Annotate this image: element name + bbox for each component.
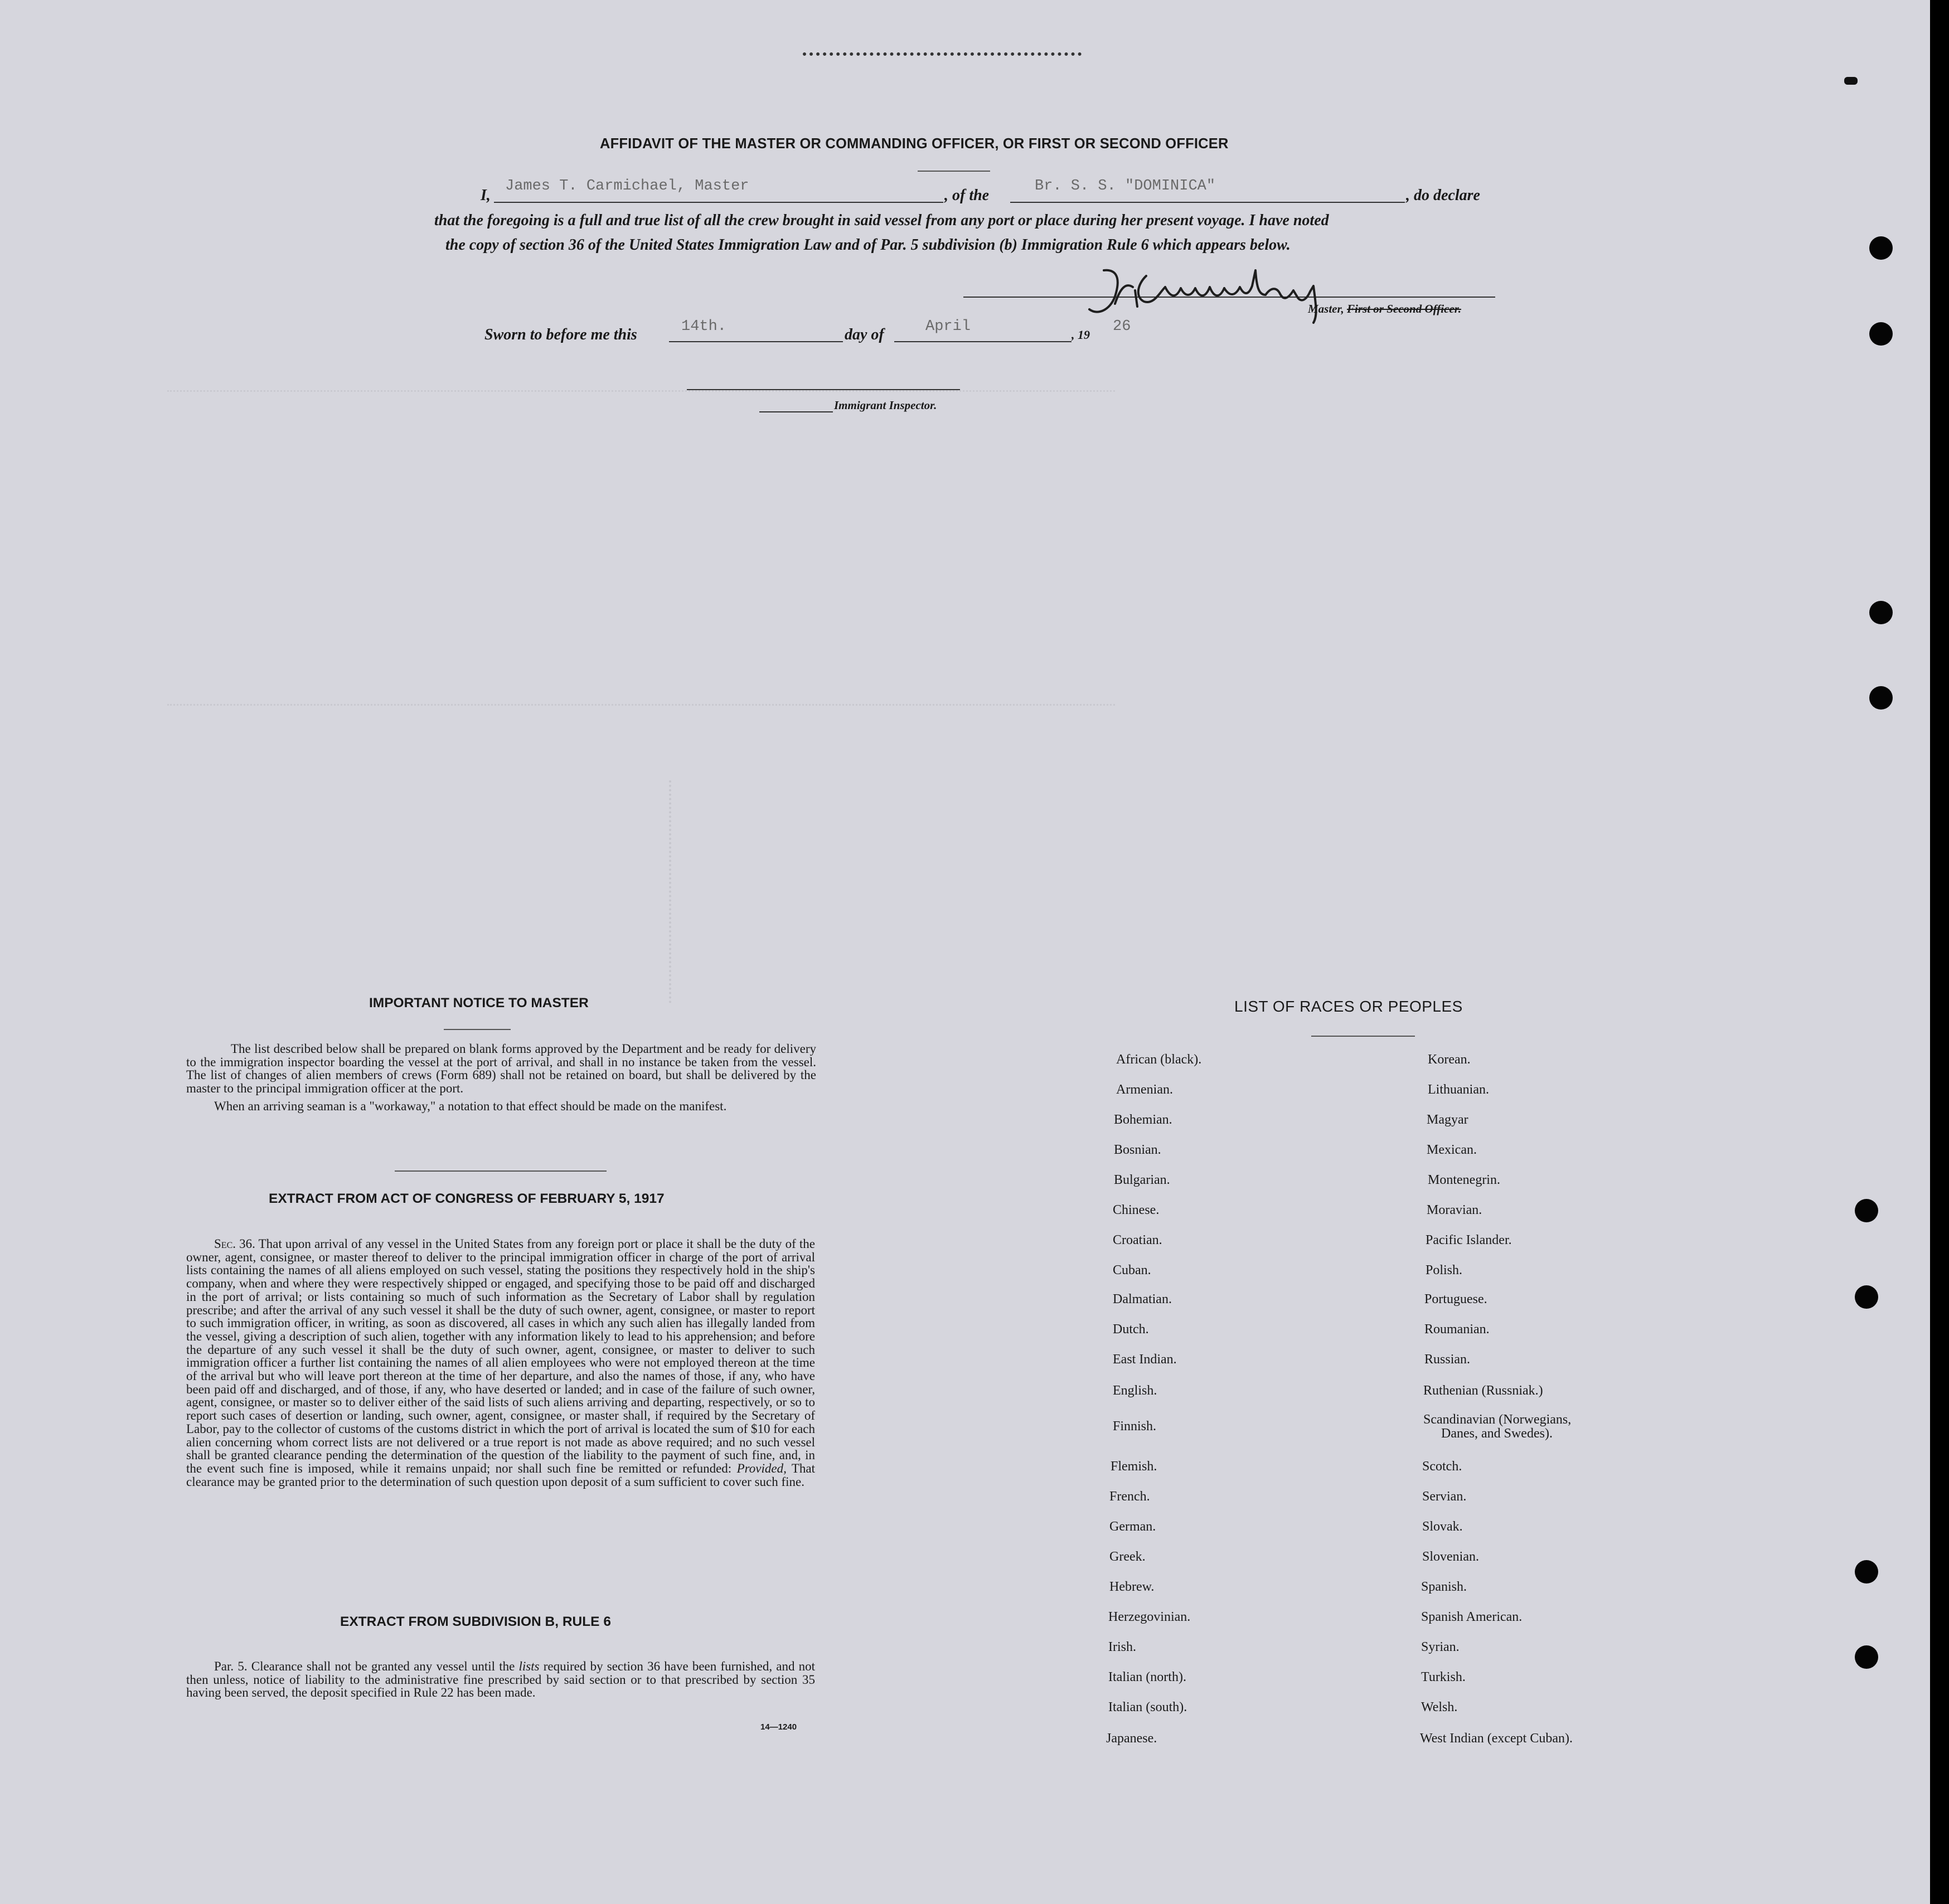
extract-rule-title: EXTRACT FROM SUBDIVISION B, RULE 6	[340, 1614, 611, 1629]
race-item: Italian (north).	[1108, 1670, 1186, 1684]
race-item: Syrian.	[1421, 1640, 1460, 1654]
race-item: Russian.	[1424, 1352, 1471, 1367]
year-value: 26	[1113, 318, 1131, 335]
declaration-line-2: that the foregoing is a full and true list of all the crew brought in said vessel from any port or place during her present voyage. I have noted	[434, 212, 1329, 229]
race-item: Japanese.	[1106, 1731, 1157, 1746]
race-item: German.	[1109, 1519, 1156, 1534]
top-edge-mark	[1844, 77, 1858, 85]
sworn-month-field[interactable]	[894, 324, 1072, 342]
declaration-line-3: the copy of section 36 of the United States Immigration Law and of Par. 5 subdivision (b) Immigration Rule 6 which appears below.	[445, 236, 1291, 254]
bleed-through-marks	[167, 390, 1115, 706]
race-item: Irish.	[1108, 1640, 1136, 1654]
notice-paragraph-1: The list described below shall be prepared on blank forms approved by the Department and be ready for delivery to the immigration inspector boarding the vessel at the port of arrival, and shall in no instance be taken from the vessel. The list of changes of alien members of crews (Form 689) shall not be retained on board, but shall be delivered by the master to the principal immigration officer at the port.	[186, 1042, 816, 1096]
race-item: Hebrew.	[1109, 1580, 1155, 1594]
race-item: Lithuanian.	[1428, 1082, 1489, 1097]
race-item: West Indian (except Cuban).	[1420, 1731, 1573, 1746]
race-item: Korean.	[1428, 1052, 1471, 1067]
day-of-label: day of	[845, 326, 884, 343]
race-item: Armenian.	[1116, 1082, 1173, 1097]
punch-hole	[1855, 1560, 1878, 1584]
race-item: Pacific Islander.	[1426, 1233, 1512, 1247]
race-item: East Indian.	[1113, 1352, 1177, 1367]
punch-hole	[1869, 686, 1893, 710]
punch-hole	[1869, 322, 1893, 346]
race-item: Magyar	[1427, 1113, 1468, 1127]
form-number: 14—1240	[760, 1722, 797, 1732]
punch-hole	[1869, 601, 1893, 624]
extract-act-title: EXTRACT FROM ACT OF CONGRESS OF FEBRUARY 5, 1917	[269, 1191, 665, 1206]
of-the-label: , of the	[944, 187, 990, 204]
race-item: Bohemian.	[1114, 1113, 1172, 1127]
section-rule	[1311, 1036, 1415, 1037]
race-item: Slovak.	[1422, 1519, 1463, 1534]
punch-hole	[1855, 1199, 1878, 1222]
inspector-title-line	[759, 410, 833, 412]
extract-rule-text: Par. 5. Clearance shall not be granted any vessel until the	[214, 1659, 515, 1673]
extract-rule-text-end: required by section 36 have been furnished, and not then unless, notice of liability to the administrative fine prescribed by said section or to that prescribed by section 35 having been served, the deposit specified in Rule 22 has been made.	[186, 1659, 816, 1700]
race-item: Greek.	[1109, 1550, 1146, 1564]
sworn-month-value: April	[925, 318, 971, 335]
provided-label: Provided,	[736, 1461, 787, 1475]
do-declare-label: , do declare	[1406, 187, 1480, 204]
affidavit-title: AFFIDAVIT OF THE MASTER OR COMMANDING OFFICER, OR FIRST OR SECOND OFFICER	[600, 136, 1229, 152]
vessel-name-value: Br. S. S. "DOMINICA"	[1035, 178, 1216, 195]
race-item: French.	[1109, 1489, 1150, 1504]
race-item: Flemish.	[1111, 1459, 1157, 1474]
race-item: Portuguese.	[1424, 1292, 1487, 1306]
race-item: Montenegrin.	[1428, 1173, 1500, 1187]
races-title: LIST OF RACES OR PEOPLES	[1234, 998, 1463, 1015]
section-label: Sec. 36.	[214, 1237, 255, 1251]
year-prefix-label: , 19	[1072, 328, 1090, 342]
race-item: Welsh.	[1421, 1700, 1458, 1714]
race-item: Bulgarian.	[1114, 1173, 1170, 1187]
signature-caption	[1308, 302, 1461, 316]
race-item: Moravian.	[1427, 1203, 1482, 1217]
race-item: Turkish.	[1421, 1670, 1466, 1684]
race-item: Scandinavian (Norwegians,	[1423, 1412, 1572, 1427]
extract-rule-paragraph	[186, 1660, 815, 1699]
sworn-label: Sworn to before me this	[484, 326, 637, 343]
race-item: Finnish.	[1113, 1419, 1157, 1434]
race-item: Slovenian.	[1422, 1550, 1479, 1564]
section-rule	[444, 1029, 511, 1030]
race-item: English.	[1113, 1383, 1157, 1398]
extract-act-text-end: That clearance may be granted prior to the determination of such question upon deposit of a sum sufficient to cover such fine.	[186, 1461, 815, 1489]
race-item: Ruthenian (Russniak.)	[1423, 1383, 1543, 1398]
race-item: Scotch.	[1422, 1459, 1462, 1474]
notice-paragraph-2: When an arriving seaman is a "workaway," a notation to that effect should be made on the manifest.	[214, 1099, 727, 1113]
officer-name-value: James T. Carmichael, Master	[505, 178, 749, 195]
extract-act-text: That upon arrival of any vessel in the United States from any foreign port or place it shall be the duty of the owner, agent, consignee, or master thereof to deliver to the principal immigration officer in charge of the port of arrival lists containing the names of all aliens employed on such vessel, stating the positions they respectively hold in the ship's company, when and where they were respectively shipped or engaged, and specifying those to be paid off and discharged in the port of arrival; or lists containing so much of such information as the Secretary of Labor shall by regulation prescribe; and after the arrival of any such vessel it shall be the duty of such owner, agent, consignee, or master to report to such immigration officer, in writing, as soon as discovered, all cases in which any such alien has illegally landed from the vessel, giving a description of such alien, together with any information likely to lead to his apprehension; and before the departure of any such vessel it shall be the duty of such owner, agent, consignee, or master to deliver to such immigration officer a further list containing the names of all alien employees who were not employed thereon at the time of the arrival but who will leave port thereon at the time of her departure, and also the names of those, if any, who have been paid off and discharged, and of those, if any, who have deserted or landed; and in case of the failure of such owner, agent, consignee, or master so to deliver either of the said lists of such aliens arriving and departing, respectively, or so to report such cases of desertion or landing, such owner, agent, consignee, or master shall, if required by the Secretary of Labor, pay to the collector of customs of the customs district in which the port of arrival is located the sum of $10 for each alien concerning whom correct lists are not delivered or a true report is not made as above required; and no such vessel shall be granted clearance pending the determination of the question of the liability to the payment of such fine, and, in the event such fine is imposed, while it remains unpaid; nor shall such fine be remitted or refunded:	[186, 1237, 815, 1475]
race-item-continuation: Danes, and Swedes).	[1441, 1426, 1553, 1441]
section-rule	[395, 1170, 607, 1172]
race-item: Bosnian.	[1114, 1143, 1161, 1157]
race-item: Dutch.	[1113, 1322, 1149, 1337]
extract-rule-body	[186, 1660, 815, 1699]
punch-hole	[1855, 1645, 1878, 1669]
inspector-label: Immigrant Inspector.	[834, 399, 937, 412]
inspector-signature-line[interactable]	[687, 388, 960, 390]
race-item: Servian.	[1422, 1489, 1467, 1504]
race-item: Dalmatian.	[1113, 1292, 1172, 1306]
lists-label: lists	[518, 1659, 540, 1673]
punch-hole	[1855, 1285, 1878, 1309]
extract-act-paragraph	[186, 1237, 815, 1488]
notice-title: IMPORTANT NOTICE TO MASTER	[369, 995, 589, 1011]
race-item: Herzegovinian.	[1108, 1610, 1191, 1624]
race-item: Croatian.	[1113, 1233, 1162, 1247]
i-label: I,	[481, 187, 491, 204]
notice-body	[186, 1042, 816, 1113]
race-item: Mexican.	[1427, 1143, 1477, 1157]
extract-act-body	[186, 1237, 815, 1488]
punch-hole	[1869, 236, 1893, 260]
race-item: African (black).	[1116, 1052, 1202, 1067]
title-rule	[918, 171, 990, 172]
race-item: Spanish American.	[1421, 1610, 1523, 1624]
signature-caption-struck: First or Second Officer.	[1347, 302, 1461, 315]
race-item: Spanish.	[1421, 1580, 1467, 1594]
race-item: Polish.	[1426, 1263, 1463, 1278]
bleed-through-marks	[803, 52, 1082, 64]
signature-caption-prefix: Master,	[1308, 302, 1347, 315]
race-item: Cuban.	[1113, 1263, 1151, 1278]
race-item: Italian (south).	[1108, 1700, 1187, 1714]
race-item: Roumanian.	[1424, 1322, 1490, 1337]
bleed-through-marks	[669, 780, 677, 1003]
sworn-day-value: 14th.	[681, 318, 727, 335]
race-item: Chinese.	[1113, 1203, 1160, 1217]
